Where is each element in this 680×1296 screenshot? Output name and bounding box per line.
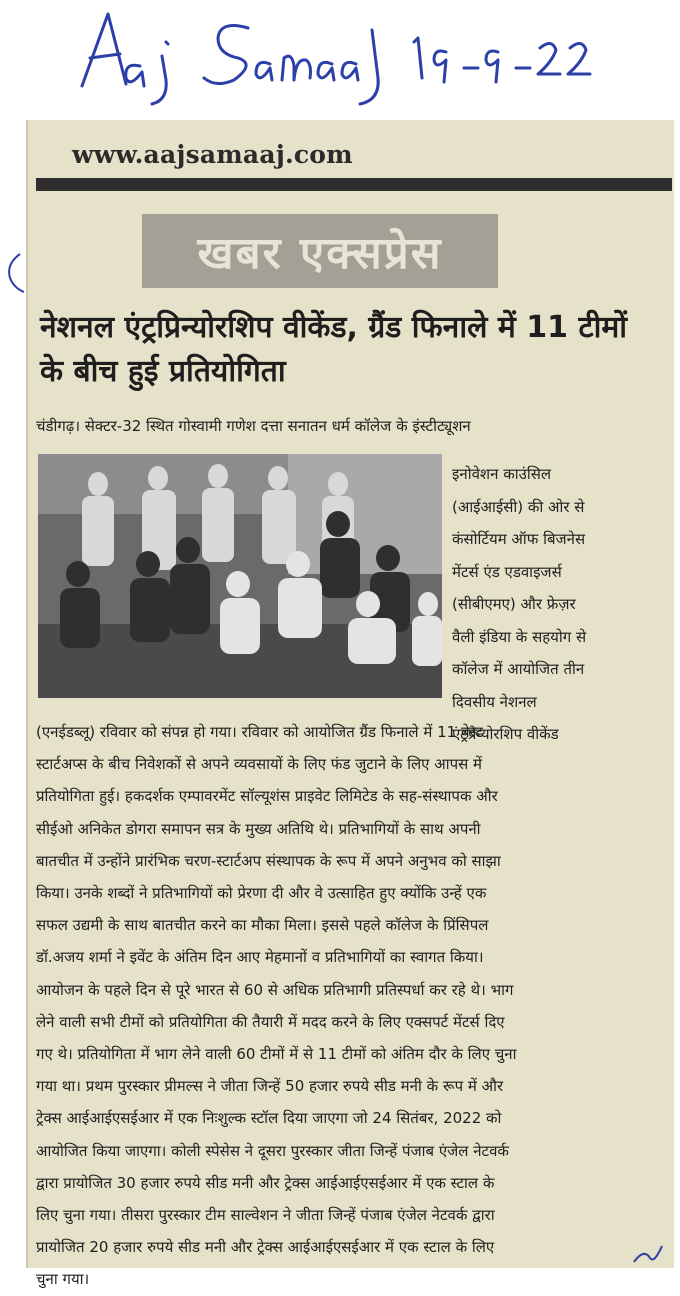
body-line: स्टार्टअप्स के बीच निवेशकों से अपने व्यवसायों के लिए फंड जुटाने के लिए आपस में <box>36 755 482 774</box>
margin-pen-mark-icon <box>0 250 34 298</box>
body-line: द्वारा प्रायोजित 30 हजार रुपये सीड मनी और ट्रेक्स आईआईएसईआर में एक स्टाल के <box>36 1173 495 1192</box>
article-headline: नेशनल एंट्रप्रिन्योरशिप वीकेंड, ग्रैंड फिनाले में 11 टीमों के बीच हुई प्रतियोगिता <box>40 310 628 389</box>
body-line: प्रायोजित 20 हजार रुपये सीड मनी और ट्रेक्स आईआईएसईआर में एक स्टाल के लिए <box>36 1238 495 1257</box>
section-tag <box>142 214 498 288</box>
article-side-column <box>452 458 668 751</box>
body-line: प्रतियोगिता हुई। हकदर्शक एम्पावरमेंट सॉल्यूशंस प्राइवेट लिमिटेड के सह-संस्थापक और <box>36 787 498 806</box>
body-line: बातचीत में उन्होंने प्रारंभिक चरण-स्टार्टअप संस्थापक के रूप में अपने अनुभव को साझा <box>36 851 501 870</box>
side-line: (सीबीएमए) और फ्रेज़र <box>452 595 576 613</box>
newspaper-clipping <box>26 120 674 1289</box>
handwritten-date-note <box>70 6 630 116</box>
side-line: एंट्रप्रेन्योरशिप वीकेंड <box>452 725 559 743</box>
side-line: वैली इंडिया के सहयोग से <box>452 627 587 646</box>
section-tag-label: खबर एक्सप्रेस <box>197 228 443 279</box>
website-url: www.aajsamaaj.com <box>72 140 353 169</box>
body-line: चुना गया। <box>36 1270 90 1289</box>
body-line: गए थे। प्रतियोगिता में भाग लेने वाली 60 टीमों में से 11 टीमों को अंतिम दौर के लिए चुना <box>36 1045 517 1064</box>
handwritten-note-drawing <box>70 6 630 116</box>
body-line: गया था। प्रथम पुरस्कार प्रीमल्स ने जीता जिन्हें 50 हजार रुपये सीड मनी के रूप में और <box>36 1077 504 1096</box>
side-line: कंसोर्टियम ऑफ बिजनेस <box>452 530 586 548</box>
body-line: सफल उद्यमी के साथ बातचीत करने का मौका मिला। इससे पहले कॉलेज के प्रिंसिपल <box>36 916 489 935</box>
body-line: लेने वाली सभी टीमों को प्रतियोगिता की तैयारी में मदद करने के लिए एक्सपर्ट मेंटर्स दिए <box>36 1012 505 1031</box>
body-line: डॉ.अजय शर्मा ने इवेंट के अंतिम दिन आए मेहमानों व प्रतिभागियों का स्वागत किया। <box>36 948 484 967</box>
article-intro-line: चंडीगढ़। सेक्टर-32 स्थित गोस्वामी गणेश दत्ता सनातन धर्म कॉलेज के इंस्टीट्यूशन <box>36 417 471 435</box>
group-photo <box>38 454 442 698</box>
side-line: कॉलेज में आयोजित तीन <box>452 660 585 678</box>
group-photo-image <box>38 454 442 698</box>
article-body <box>36 716 668 1296</box>
side-line: इनोवेशन काउंसिल <box>452 465 552 483</box>
side-line: (आईआईसी) की ओर से <box>452 497 585 516</box>
side-line: दिवसीय नेशनल <box>452 692 537 711</box>
header-rule <box>36 178 672 191</box>
body-line: सीईओ अनिकेत डोगरा समापन सत्र के मुख्य अतिथि थे। प्रतिभागियों के साथ अपनी <box>36 819 481 838</box>
body-line: किया। उनके शब्दों ने प्रतिभागियों को प्रेरणा दी और वे उत्साहित हुए क्योंकि उन्हें एक <box>36 884 487 903</box>
body-line: आयोजित किया जाएगा। कोली स्पेसेस ने दूसरा पुरस्कार जीता जिन्हें पंजाब एंजेल नेटवर्क <box>36 1141 509 1160</box>
body-line: आयोजन के पहले दिन से पूरे भारत से 60 से अधिक प्रतिभागी प्रतिस्पर्धा कर रहे थे। भाग <box>36 980 514 999</box>
corner-pen-mark-icon <box>628 1238 668 1268</box>
body-line: ट्रेक्स आईआईएसईआर में एक निःशुल्क स्टॉल दिया जाएगा जो 24 सितंबर, 2022 को <box>36 1109 502 1128</box>
body-line: लिए चुना गया। तीसरा पुरस्कार टीम साल्वेशन ने जीता जिन्हें पंजाब एंजेल नेटवर्क द्वारा <box>36 1206 495 1225</box>
side-line: मेंटर्स एंड एडवाइजर्स <box>452 562 562 581</box>
body-line: (एनईडब्लू) रविवार को संपन्न हो गया। रविवार को आयोजित ग्रैंड फिनाले में 11 बेस्ट <box>36 723 483 741</box>
